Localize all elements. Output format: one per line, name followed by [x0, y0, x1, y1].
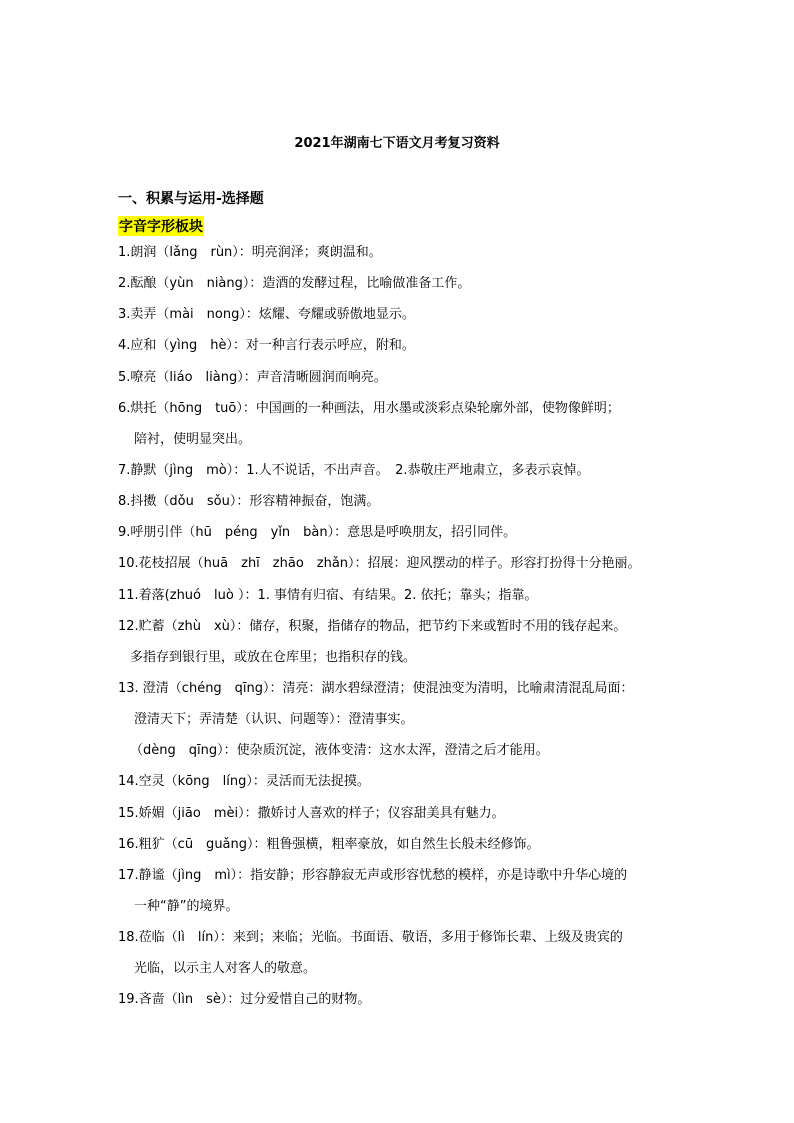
entry-continuation: 一种“静”的境界。 — [134, 899, 239, 914]
entry-line: 16.粗犷（cū guǎng）：粗鲁强横，粗率豪放，如自然生长般未经修饰。 — [118, 837, 540, 852]
entry-line: 1.朗润（lǎng rùn）：明亮润泽；爽朗温和。 — [118, 245, 382, 260]
entry-continuation: 光临，以示主人对客人的敬意。 — [134, 961, 317, 976]
entry-line: 13. 澄清（chéng qīng）：清亮：湖水碧绿澄清；使混浊变为清明，比喻肃清混乱局面： — [118, 681, 634, 696]
entry-line: 6.烘托（hōng tuō）：中国画的一种画法，用水墨或淡彩点染轮廓外部，使物像鲜明； — [118, 401, 620, 416]
entry-line: 8.抖擞（dǒu sǒu）：形容精神振奋，饱满。 — [118, 494, 380, 509]
entry-line: 19.吝啬（lìn sè）：过分爱惜自己的财物。 — [118, 992, 371, 1007]
entry-line: 9.呼朋引伴（hū péng yǐn bàn）：意思是呼唤朋友，招引同伴。 — [118, 525, 517, 540]
entry-line: 3.卖弄（mài nong）：炫耀、夸耀或骄傲地显示。 — [118, 307, 415, 322]
entry-line: 17.静谧（jìng mì）：指安静；形容静寂无声或形容忧愁的模样，亦是诗歌中升华心境的 — [118, 868, 628, 883]
entry-line: 14.空灵（kōng líng）：灵活而无法捉摸。 — [118, 774, 370, 789]
entry-continuation: （dèng qīng）：使杂质沉淀，液体变清：这水太浑，澄清之后才能用。 — [130, 743, 549, 758]
entry-continuation: 陪衬，使明显突出。 — [134, 432, 252, 447]
entry-line: 10.花枝招展（huā zhī zhāo zhǎn）：招展：迎风摆动的样子。形容打扮得十分艳丽。 — [118, 556, 641, 571]
entry-line: 4.应和（yìng hè）：对一种言行表示呼应，附和。 — [118, 338, 415, 353]
entry-line: 15.娇媚（jiāo mèi）：撒娇讨人喜欢的样子；仪容甜美具有魅力。 — [118, 806, 505, 821]
entry-continuation: 多指存到银行里，或放在仓库里；也指积存的钱。 — [130, 650, 417, 665]
entry-line: 2.酝酿（yùn niàng）：造酒的发酵过程，比喻做准备工作。 — [118, 276, 471, 291]
entry-line: 11.着落(zhuó luò ）：1. 事情有归宿、有结果。2. 依托；靠头；指靠。 — [118, 588, 538, 603]
entry-line: 12.贮蓄（zhù xù）：储存，积聚，指储存的物品，把节约下来或暂时不用的钱存起来。 — [118, 619, 627, 634]
entry-line: 7.静默（jìng mò）：1.人不说话，不出声音。 2.恭敬庄严地肃立，多表示哀悼。 — [118, 463, 590, 478]
section-heading: 一、积累与运用-选择题 — [118, 191, 264, 207]
entry-line: 18.莅临（lì lín）：来到；来临；光临。书面语、敬语，多用于修饰长辈、上级及贵宾的 — [118, 930, 623, 945]
entry-line: 5.嘹亮（liáo liàng）：声音清晰圆润而响亮。 — [118, 370, 387, 385]
entry-continuation: 澄清天下；弄清楚（认识、问题等）：澄清事实。 — [134, 712, 414, 727]
document-title: 2021年湖南七下语文月考复习资料 — [294, 136, 500, 151]
highlighted-subheading: 字音字形板块 — [118, 216, 204, 236]
